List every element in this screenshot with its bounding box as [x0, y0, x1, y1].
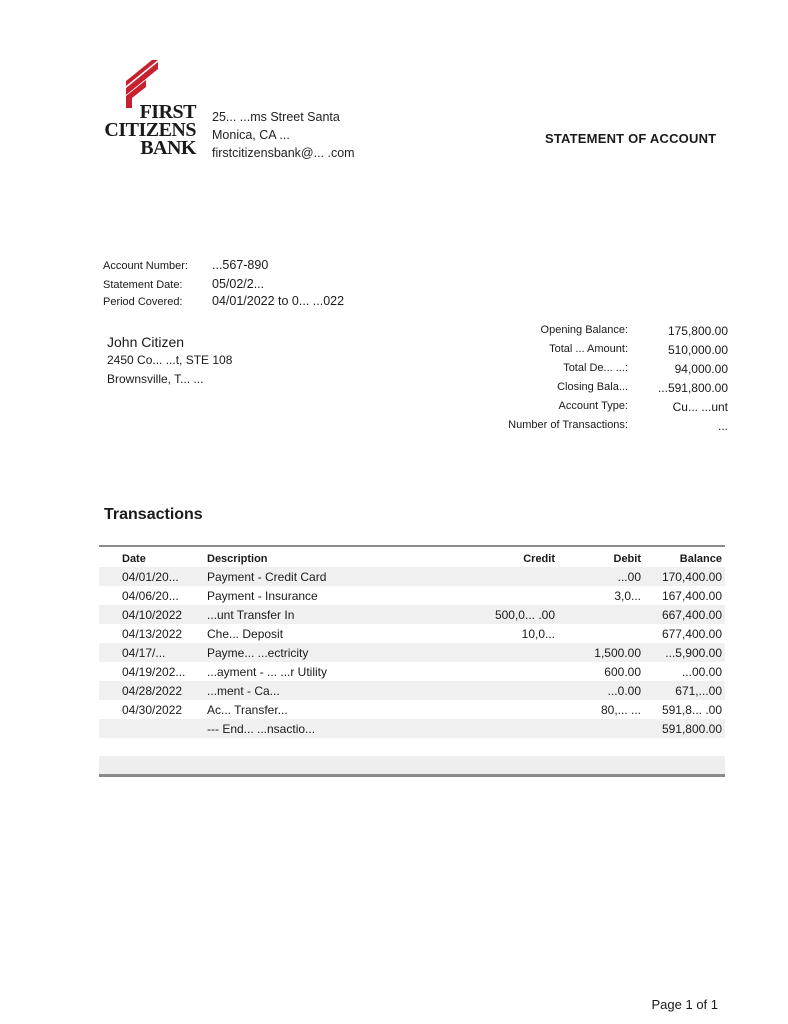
summary-row-total-debit	[480, 362, 728, 381]
table-header	[99, 547, 725, 567]
customer-info	[107, 333, 232, 389]
summary-value: ...591,800.00	[657, 381, 728, 395]
cell-balance: 591,8... .00	[661, 703, 722, 717]
summary-label: Opening Balance:	[540, 324, 628, 336]
summary-row-opening	[480, 324, 728, 343]
cell-balance: 671,...00	[675, 684, 722, 698]
cell-balance: ...00.00	[681, 665, 722, 679]
cell-balance: 677,400.00	[661, 627, 722, 641]
cell-balance: 591,800.00	[661, 722, 722, 736]
summary-label: Account Type:	[558, 400, 628, 412]
table-row	[99, 586, 725, 605]
column-header-date: Date	[122, 553, 146, 565]
cell-debit: 600.00	[604, 665, 641, 679]
customer-address-line: 2450 Co... ...t, STE 108	[107, 353, 233, 367]
cell-balance: 667,400.00	[661, 608, 722, 622]
column-header-description: Description	[207, 553, 268, 565]
cell-description: Payment - Credit Card	[207, 570, 327, 584]
cell-balance: ...5,900.00	[665, 646, 722, 660]
bank-address-line: Monica, CA ...	[212, 128, 290, 142]
table-row	[99, 700, 725, 719]
transactions-heading: Transactions	[104, 506, 203, 523]
bank-address-line: 25... ...ms Street Santa	[212, 110, 340, 124]
column-header-credit: Credit	[523, 553, 555, 565]
customer-name: John Citizen	[107, 334, 185, 350]
cell-date: 04/06/20...	[122, 589, 179, 603]
period-covered-label: Period Covered:	[103, 296, 183, 308]
table-row	[99, 624, 725, 643]
column-header-balance: Balance	[679, 553, 722, 565]
transactions-table	[99, 545, 725, 777]
statement-date-label: Statement Date:	[103, 279, 183, 291]
cell-description: ...ayment - ... ...r Utility	[207, 665, 328, 679]
logo-text-citizens: CITIZENS	[104, 119, 196, 141]
cell-description: Ac... Transfer...	[207, 703, 288, 717]
account-number-value: ...567-890	[212, 258, 269, 272]
summary-row-transaction-count	[480, 419, 728, 438]
summary-label: Total De... ...:	[563, 362, 628, 374]
cell-description: ...unt Transfer In	[207, 608, 295, 622]
table-row	[99, 719, 725, 738]
summary-row-account-type	[480, 400, 728, 419]
account-summary	[480, 324, 728, 438]
cell-description: Payme... ...ectricity	[207, 646, 309, 660]
table-body	[99, 567, 725, 738]
period-covered-value: 04/01/2022 to 0... ...022	[212, 294, 345, 308]
cell-date: 04/10/2022	[122, 608, 183, 622]
logo-text-first: FIRST	[139, 101, 196, 123]
table-row	[99, 681, 725, 700]
table-bottom-rule	[99, 774, 725, 777]
logo-text-bank: BANK	[140, 137, 196, 159]
summary-label: Closing Bala...	[557, 381, 628, 393]
cell-date: 04/30/2022	[122, 703, 183, 717]
cell-description: ...ment - Ca...	[207, 684, 280, 698]
bank-email: firstcitizensbank@... .com	[212, 146, 355, 160]
summary-label: Number of Transactions:	[508, 419, 628, 431]
bank-address	[212, 108, 355, 162]
statement-date-value: 05/02/2...	[212, 277, 265, 291]
summary-value: ...	[717, 419, 728, 433]
cell-debit: ...00	[617, 570, 641, 584]
summary-value: 175,800.00	[667, 324, 728, 338]
table-row	[99, 567, 725, 586]
cell-date: 04/17/...	[122, 646, 166, 660]
account-number-label: Account Number:	[103, 260, 188, 272]
bank-logo	[92, 58, 196, 158]
cell-debit: 3,0...	[614, 589, 641, 603]
cell-debit: ...0.00	[607, 684, 641, 698]
table-row	[99, 643, 725, 662]
cell-debit: 80,... ...	[600, 703, 641, 717]
summary-label: Total ... Amount:	[549, 343, 628, 355]
statement-title: STATEMENT OF ACCOUNT	[545, 131, 717, 146]
table-spacer	[99, 738, 725, 756]
summary-row-closing	[480, 381, 728, 400]
cell-date: 04/28/2022	[122, 684, 183, 698]
summary-value: 510,000.00	[667, 343, 728, 357]
cell-credit: 500,0... .00	[494, 608, 555, 622]
cell-description: Che... Deposit	[207, 627, 284, 641]
column-header-debit: Debit	[613, 553, 641, 565]
cell-date: 04/01/20...	[122, 570, 179, 584]
cell-credit: 10,0...	[521, 627, 555, 641]
cell-date: 04/13/2022	[122, 627, 183, 641]
cell-debit: 1,500.00	[594, 646, 641, 660]
cell-balance: 170,400.00	[661, 570, 722, 584]
cell-date: 04/19/202...	[122, 665, 186, 679]
table-row	[99, 662, 725, 681]
cell-balance: 167,400.00	[661, 589, 722, 603]
cell-description: Payment - Insurance	[207, 589, 318, 603]
customer-address-line: Brownsville, T... ...	[107, 372, 204, 386]
table-row	[99, 605, 725, 624]
summary-value: 94,000.00	[674, 362, 728, 376]
page-number: Page 1 of 1	[651, 997, 718, 1012]
table-footer-band	[99, 756, 725, 774]
cell-description: --- End... ...nsactio...	[207, 722, 316, 736]
summary-row-total-credit	[480, 343, 728, 362]
summary-value: Cu... ...unt	[672, 400, 728, 414]
